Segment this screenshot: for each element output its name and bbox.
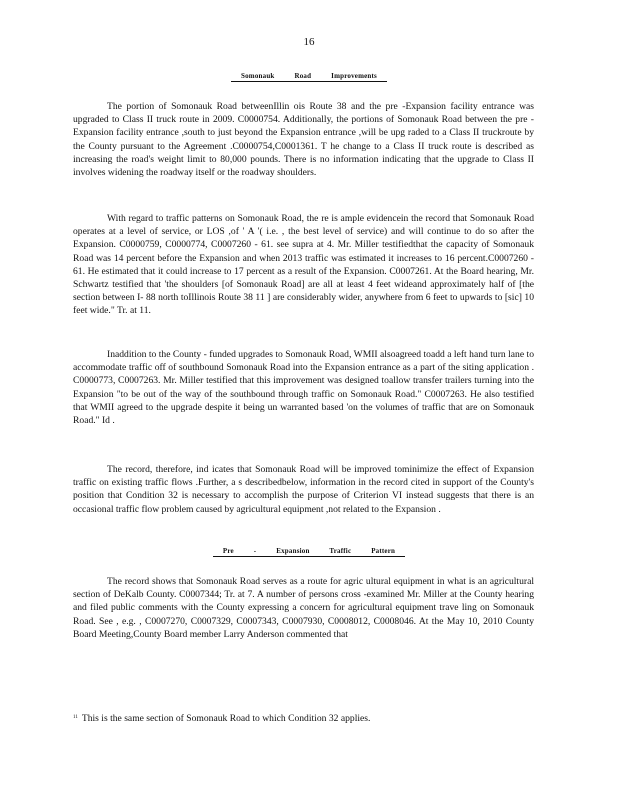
section-heading-text: Somonauk Road Improvements [231,72,387,82]
footnote-text: This is the same section of Somonauk Road to which Condition 32 applies. [81,713,371,724]
section-heading-road-improvements [0,72,618,82]
paragraph-5: The record shows that Somonauk Road serves as a route for agric ultural equipment in what is an agricultural section of DeKalb County. C0007344; Tr. at 7. A number of persons cross -examined Mr. Miller at the County hearing and filed public comments with the County expressing a concern for agricultural equipment trave ling on Somonauk Road. See , e.g. , C0007270, C0007329, C0007343, C0007930, C0008012, C0008046. At the May 10, 2010 County Board Meeting,County Board member Larry Anderson commented that [73,576,534,640]
paragraph-2: With regard to traffic patterns on Somonauk Road, the re is ample evidencein the record that Somonauk Road operates at a level of service, or LOS ,of ' A '( i.e. , the best level of service) and will continue to do so after the Expansion. C0000759, C0000774, C0007260 - 61. see supra at 4. Mr. Miller testifiedthat the capacity of Somonauk Road was 14 percent before the Expansion and when 2013 traffic was estimated it increases to 16 percent.C0007260 - 61. He estimated that it could increase to 17 percent as a result of the Expansion. C0007261. At the Board hearing, Mr. Schwartz testified that 'the shoulders [of Somonauk Road] are all at least 4 feet wideand approximately half of [the section between I- 88 north toIllinois Route 38 11 ] are considerably wider, anywhere from 6 feet to upwards to [sic] 10 feet wide." Tr. at 11. [73,213,534,317]
section-heading-pre-expansion-traffic [0,547,618,557]
section-heading-text: Pre - Expansion Traffic Pattern [213,547,405,557]
page-number: 16 [303,36,315,48]
footnote [73,712,534,725]
paragraph-1: The portion of Somonauk Road betweenIllin ois Route 38 and the pre -Expansion facility entrance was upgraded to Class II truck route in 2009. C0000754. Additionally, the portions of Somonauk Road between the pre - Expansion facility entrance ,south to just beyond the Expansion entrance ,will be upg raded to a Class II truckroute by the County pursuant to the Agreement .C0000754,C0001361. T he change to a Class II truck route is described as increasing the road's weight limit to 80,000 pounds. There is no information indicating that the upgrade to Class II involves widening the roadway itself or the roadway shoulders. [73,101,534,179]
footnote-marker: 11 [73,715,78,720]
paragraph-4: The record, therefore, ind icates that Somonauk Road will be improved tominimize the effect of Expansion traffic on existing traffic flows .Further, a s describedbelow, information in the record cited in support of the County's position that Condition 32 is necessary to accomplish the purpose of Criterion VI instead suggests that there is an occasional traffic flow problem caused by agricultural equipment ,not related to the Expansion . [73,464,534,515]
paragraph-3: Inaddition to the County - funded upgrades to Somonauk Road, WMII alsoagreed toadd a left hand turn lane to accommodate traffic off of southbound Somonauk Road into the Expansion entrance as a part of the siting application . C0000773, C0007263. Mr. Miller testified that this improvement was designed toallow transfer trailers turning into the Expansion "to be out of the way of the southbound through traffic on Somonauk Road." C0007263. He also testified that WMII agreed to the upgrade despite it being un warranted based 'on the volumes of traffic that are on Somonauk Road." Id . [73,349,534,427]
